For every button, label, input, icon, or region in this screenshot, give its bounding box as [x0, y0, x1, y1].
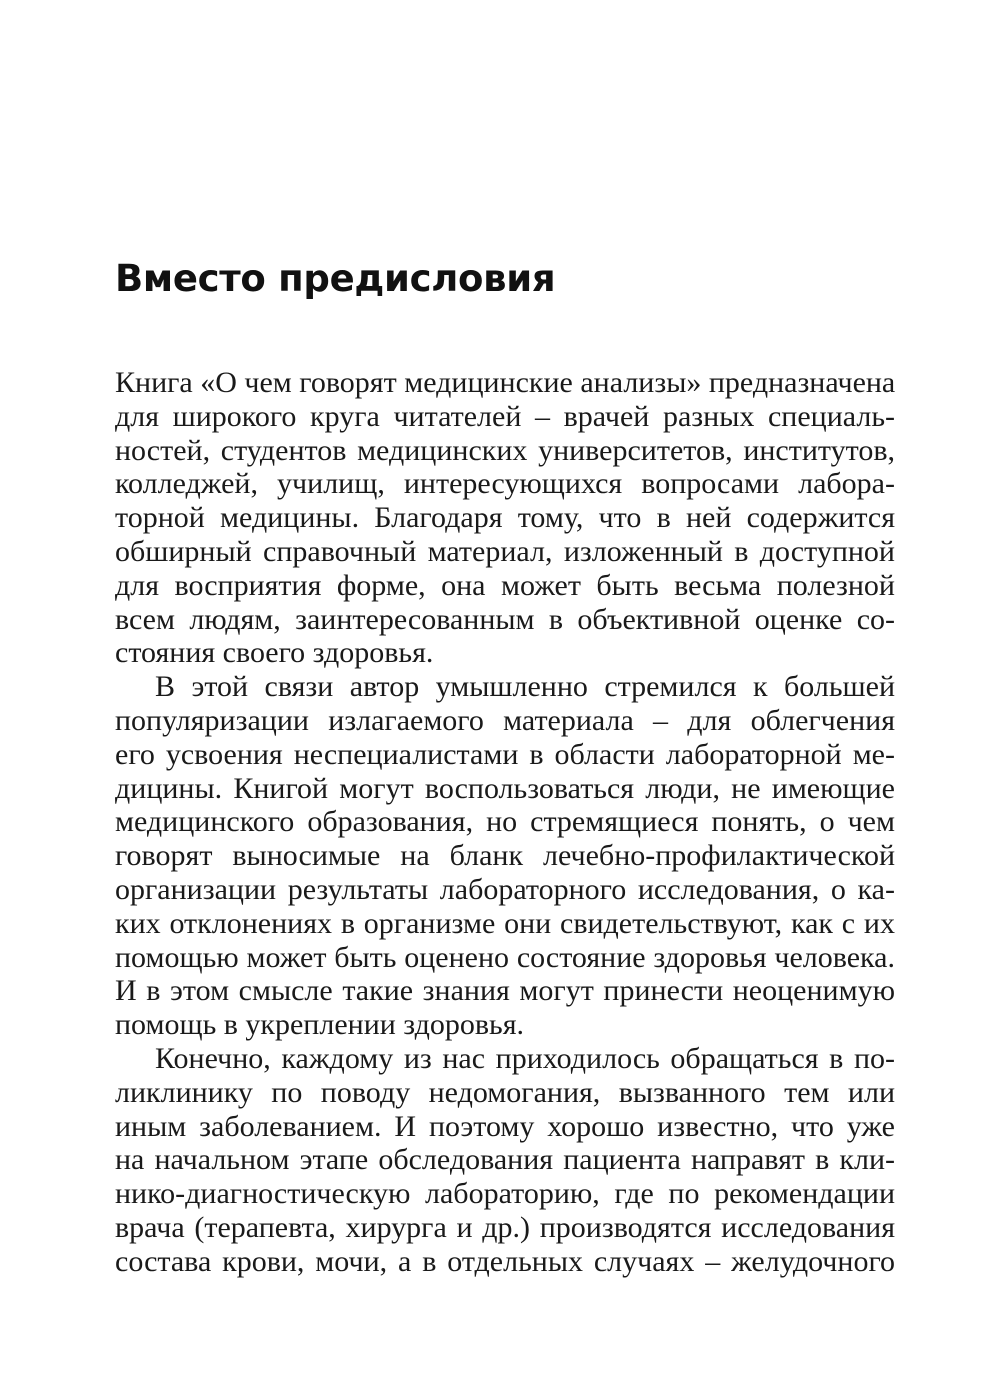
- text-line: врача (терапевта, хирурга и др.) производятся исследования: [115, 1210, 895, 1244]
- text-line: ностей, студентов медицинских университетов, институтов,: [115, 433, 895, 467]
- text-line: популяризации излагаемого материала – для облегчения: [115, 703, 895, 737]
- text-line: обширный справочный материал, изложенный в доступной: [115, 534, 895, 568]
- text-line: иным заболеванием. И поэтому хорошо известно, что уже: [115, 1109, 895, 1143]
- text-line: торной медицины. Благодаря тому, что в ней содержится: [115, 501, 895, 535]
- text-line: говорят выносимые на бланк лечебно-профилактической: [115, 839, 895, 873]
- text-line: для восприятия форме, она может быть весьма полезной: [115, 568, 895, 602]
- text-line: Конечно, каждому из нас приходилось обращаться в по-: [155, 1041, 895, 1075]
- text-line: организации результаты лабораторного исследования, о ка-: [115, 872, 895, 906]
- text-line: на начальном этапе обследования пациента направят в кли-: [115, 1143, 895, 1177]
- text-line: стояния своего здоровья.: [115, 636, 434, 670]
- text-line: нико-диагностическую лабораторию, где по рекомендации: [115, 1177, 895, 1211]
- body-text: [115, 366, 895, 1279]
- text-line: дицины. Книгой могут воспользоваться люди, не имеющие: [115, 771, 895, 805]
- paragraph-1: [115, 366, 895, 670]
- text-line: ликлинику по поводу недомогания, вызванного тем или: [115, 1075, 895, 1109]
- text-line: медицинского образования, но стремящиеся понять, о чем: [115, 805, 895, 839]
- text-line: состава крови, мочи, а в отдельных случаях – желудочного: [115, 1244, 895, 1278]
- text-line: ких отклонениях в организме они свидетельствуют, как с их: [115, 906, 895, 940]
- text-line: помощью может быть оценено состояние здоровья человека.: [115, 940, 895, 974]
- page-title: Вместо предисловия: [115, 257, 556, 300]
- text-line: Книга «О чем говорят медицинские анализы» предназначена: [115, 366, 896, 399]
- text-line: В этой связи автор умышленно стремился к большей: [155, 670, 895, 704]
- text-line: всем людям, заинтересованным в объективной оценке со-: [115, 602, 895, 636]
- paragraph-3: [115, 1042, 895, 1279]
- text-line: И в этом смысле такие знания могут принести неоценимую: [115, 974, 895, 1008]
- paragraph-2: [115, 670, 895, 1042]
- text-line: для широкого круга читателей – врачей разных специаль-: [115, 399, 895, 433]
- text-line: колледжей, училищ, интересующихся вопросами лабора-: [115, 467, 895, 501]
- text-line: его усвоения неспециалистами в области лабораторной ме-: [115, 737, 895, 771]
- text-line: помощь в укреплении здоровья.: [115, 1008, 525, 1042]
